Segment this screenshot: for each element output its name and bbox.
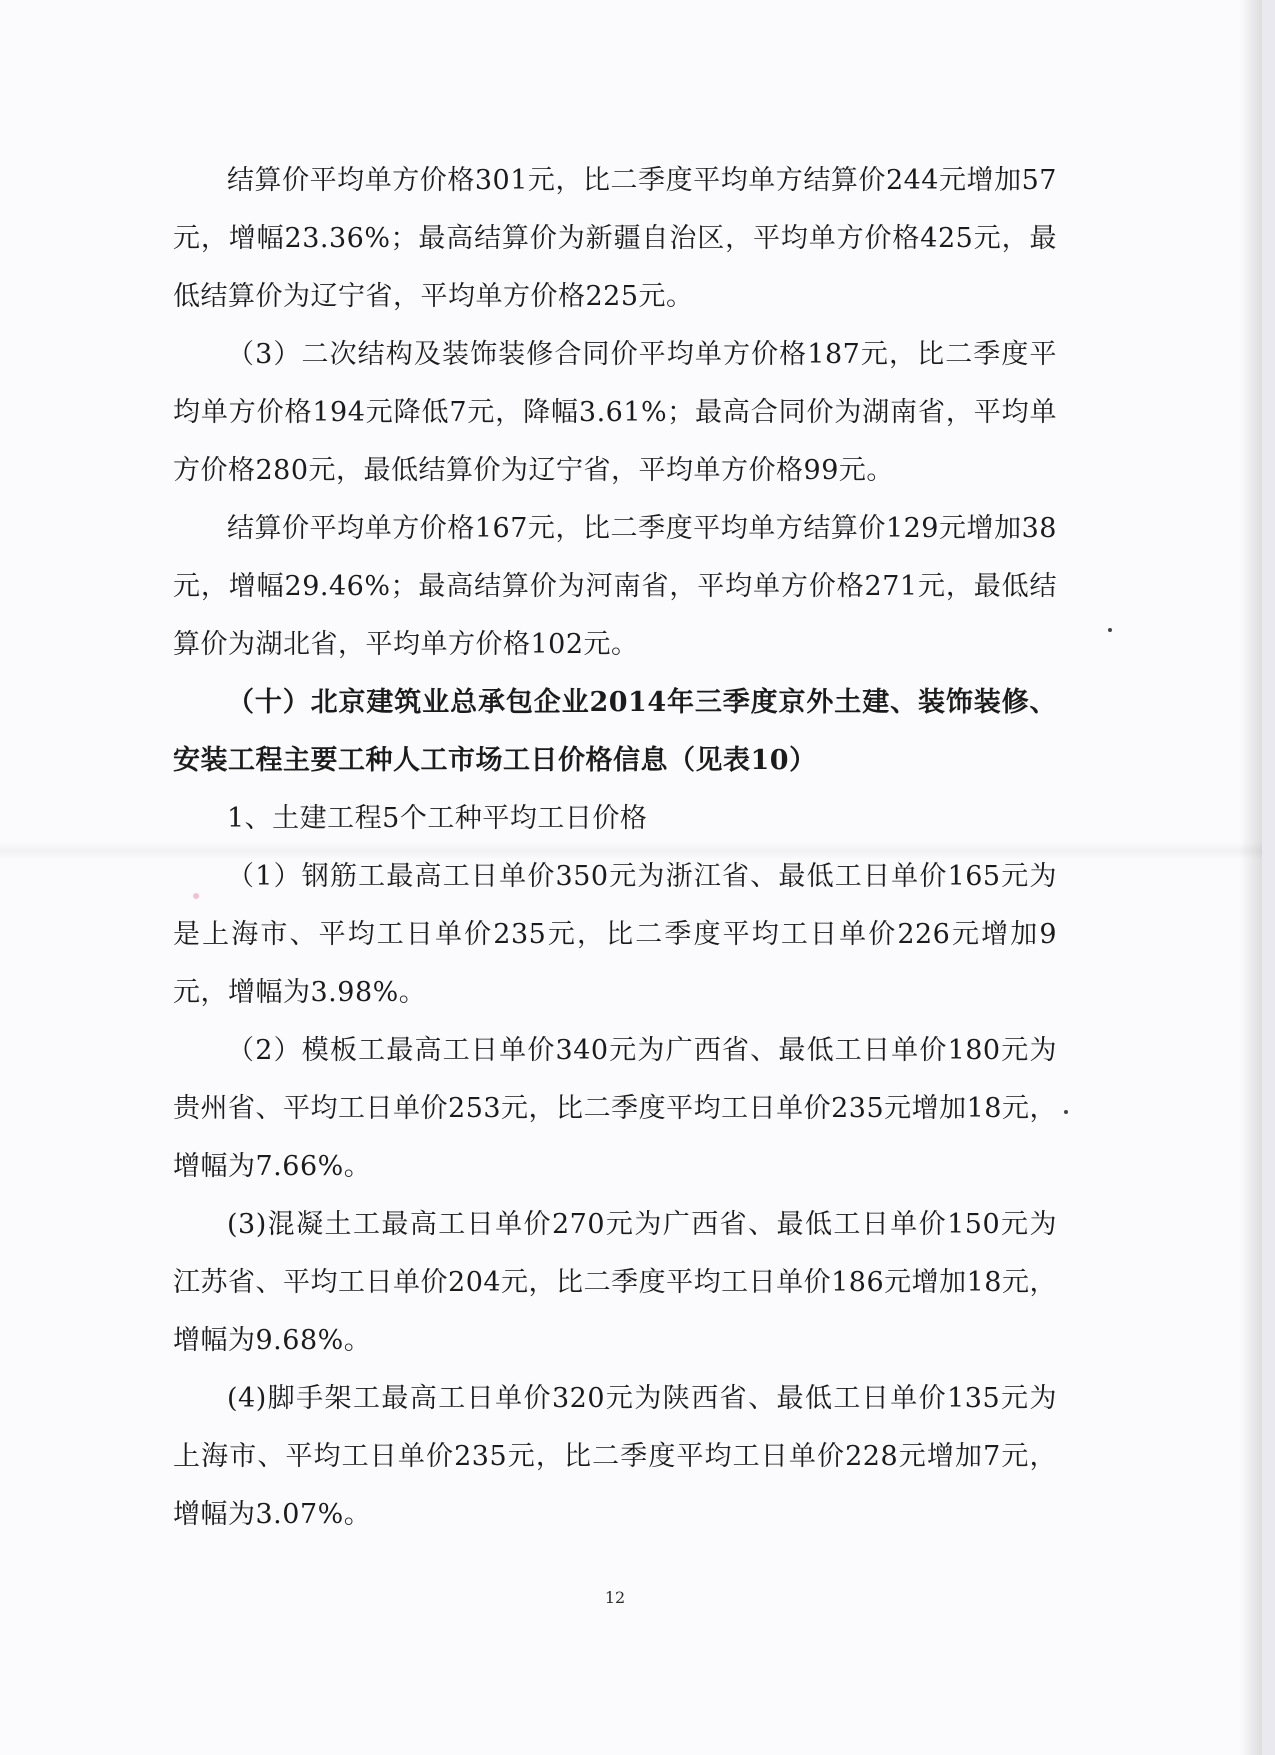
page-edge-shadow — [1240, 0, 1262, 1755]
subsection-heading-civil-works: 1、土建工程5个工种平均工日价格 — [227, 803, 648, 834]
paragraph-concrete-worker: (3)混凝土工最高工日单价270元为广西省、最低工日单价150元为江苏省、平均工日单价204元，比二季度平均工日单价186元增加18元，增幅为9.68%。 — [173, 1209, 1057, 1356]
page-number: 12 — [604, 1588, 626, 1607]
paragraph-secondary-structure-settlement: 结算价平均单方价格167元，比二季度平均单方结算价129元增加38元，增幅29.46%；最高结算价为河南省，平均单方价格271元，最低结算价为湖北省，平均单方价格102元。 — [173, 513, 1057, 660]
section-heading-10: （十）北京建筑业总承包企业2014年三季度京外土建、装饰装修、安装工程主要工种人工市场工日价格信息（见表10） — [173, 687, 1057, 776]
paragraph-scaffolding-worker: (4)脚手架工最高工日单价320元为陕西省、最低工日单价135元为上海市、平均工日单价235元，比二季度平均工日单价228元增加7元，增幅为3.07%。 — [173, 1383, 1057, 1530]
paragraph-settlement-price-main: 结算价平均单方价格301元，比二季度平均单方结算价244元增加57元，增幅23.36%；最高结算价为新疆自治区，平均单方价格425元，最低结算价为辽宁省，平均单方价格225元。 — [173, 165, 1057, 312]
paragraph-rebar-worker: （1）钢筋工最高工日单价350元为浙江省、最低工日单价165元为是上海市、平均工日单价235元，比二季度平均工日单价226元增加9元，增幅为3.98%。 — [173, 861, 1057, 1008]
speck-mark — [1108, 628, 1112, 632]
document-body — [173, 152, 1057, 1544]
paragraph-formwork-worker: （2）模板工最高工日单价340元为广西省、最低工日单价180元为贵州省、平均工日单价253元，比二季度平均工日单价235元增加18元，增幅为7.66%。 — [173, 1035, 1057, 1182]
speck-mark — [1064, 1110, 1068, 1114]
paragraph-secondary-structure-contract: （3）二次结构及装饰装修合同价平均单方价格187元，比二季度平均单方价格194元降低7元，降幅3.61%；最高合同价为湖南省，平均单方价格280元，最低结算价为辽宁省，平均单方价格99元。 — [173, 339, 1057, 486]
